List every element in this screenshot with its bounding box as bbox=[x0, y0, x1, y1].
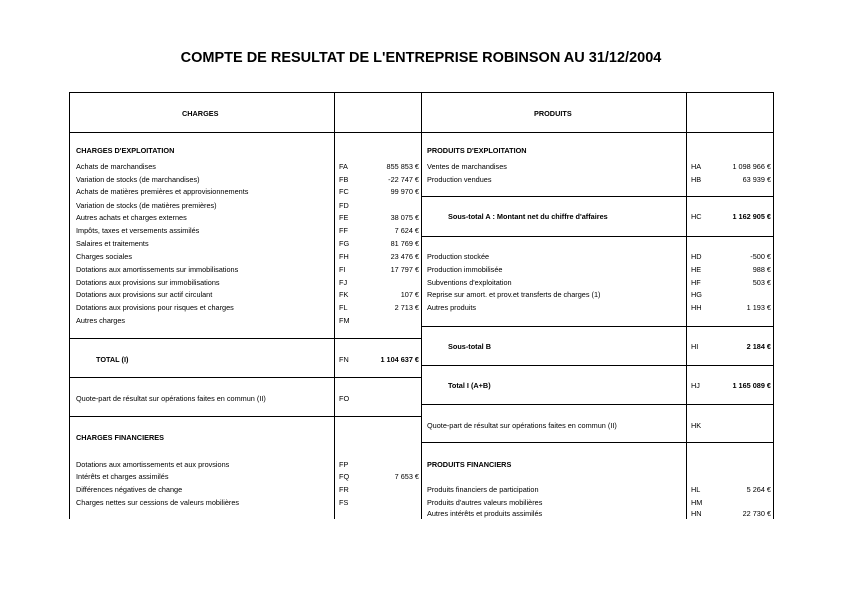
produits-exploitation-title: PRODUITS D'EXPLOITATION bbox=[427, 146, 527, 155]
row-code: FF bbox=[339, 226, 348, 235]
row-value: 23 476 € bbox=[390, 252, 419, 261]
row-label: Ventes de marchandises bbox=[427, 162, 507, 171]
row-code: FI bbox=[339, 265, 346, 274]
divider bbox=[69, 132, 422, 133]
row-code: HF bbox=[691, 278, 701, 287]
row-code: FO bbox=[339, 394, 350, 403]
divider bbox=[334, 92, 335, 519]
row-label: Charges nettes sur cessions de valeurs mobilières bbox=[76, 498, 240, 507]
divider bbox=[421, 365, 774, 366]
row-code: FE bbox=[339, 213, 349, 222]
row-code: HN bbox=[691, 509, 702, 518]
row-value: -500 € bbox=[750, 252, 771, 261]
row-label: Produits financiers de participation bbox=[427, 485, 539, 494]
row-code: HJ bbox=[691, 381, 700, 390]
row-value: 81 769 € bbox=[390, 239, 419, 248]
row-label: Dotations aux amortissements et aux provsions bbox=[76, 460, 230, 469]
row-label: Dotations aux amortissements sur immobilisations bbox=[76, 265, 239, 274]
row-value: 63 939 € bbox=[742, 175, 771, 184]
row-value: 855 853 € bbox=[386, 162, 419, 171]
row-code: FJ bbox=[339, 278, 348, 287]
row-label: Sous-total B bbox=[448, 342, 491, 351]
row-code: FK bbox=[339, 290, 349, 299]
row-code: FA bbox=[339, 162, 348, 171]
row-label: Dotations aux provisions sur actif circulant bbox=[76, 290, 213, 299]
row-value: 2 184 € bbox=[746, 342, 771, 351]
row-code: HI bbox=[691, 342, 699, 351]
row-value: 38 075 € bbox=[390, 213, 419, 222]
row-value: 1 104 637 € bbox=[380, 355, 419, 364]
row-label: Charges sociales bbox=[76, 252, 132, 261]
row-code: FP bbox=[339, 460, 349, 469]
row-code: HH bbox=[691, 303, 702, 312]
charges-exploitation-title: CHARGES D'EXPLOITATION bbox=[76, 146, 175, 155]
row-label: Produits d'autres valeurs mobilières bbox=[427, 498, 543, 507]
row-code: FB bbox=[339, 175, 349, 184]
divider bbox=[69, 338, 422, 339]
row-code: FG bbox=[339, 239, 350, 248]
row-code: FQ bbox=[339, 472, 350, 481]
row-code: FS bbox=[339, 498, 349, 507]
row-label: Subventions d'exploitation bbox=[427, 278, 512, 287]
row-label: Dotations aux provisions sur immobilisations bbox=[76, 278, 220, 287]
divider bbox=[421, 326, 774, 327]
row-value: 22 730 € bbox=[742, 509, 771, 518]
row-value: -22 747 € bbox=[388, 175, 419, 184]
row-code: HG bbox=[691, 290, 702, 299]
row-value: 1 162 905 € bbox=[732, 212, 771, 221]
row-code: FH bbox=[339, 252, 349, 261]
divider bbox=[69, 416, 422, 417]
row-label: Dotations aux provisions pour risques et charges bbox=[76, 303, 234, 312]
row-label: Reprise sur amort. et prov.et transferts de charges (1) bbox=[427, 290, 601, 299]
row-code: FR bbox=[339, 485, 349, 494]
row-value: 107 € bbox=[400, 290, 419, 299]
produits-financiers-title: PRODUITS FINANCIERS bbox=[427, 460, 512, 469]
row-code: FM bbox=[339, 316, 350, 325]
row-code: FD bbox=[339, 201, 349, 210]
row-code: FN bbox=[339, 355, 349, 364]
row-code: HM bbox=[691, 498, 703, 507]
row-code: HK bbox=[691, 421, 702, 430]
row-value: 7 653 € bbox=[394, 472, 419, 481]
row-code: HC bbox=[691, 212, 702, 221]
divider bbox=[421, 404, 774, 405]
row-value: 1 165 089 € bbox=[732, 381, 771, 390]
row-label: Achats de marchandises bbox=[76, 162, 156, 171]
row-label: Quote-part de résultat sur opérations faites en commun (II) bbox=[427, 421, 617, 430]
row-value: 2 713 € bbox=[394, 303, 419, 312]
row-code: HB bbox=[691, 175, 702, 184]
row-label: Sous-total A : Montant net du chiffre d'affaires bbox=[448, 212, 608, 221]
row-value: 5 264 € bbox=[746, 485, 771, 494]
divider bbox=[421, 92, 422, 519]
row-label: Production immobilisée bbox=[427, 265, 503, 274]
produits-header: PRODUITS bbox=[534, 109, 572, 118]
row-label: Autres produits bbox=[427, 303, 477, 312]
row-label: Intérêts et charges assimilés bbox=[76, 472, 169, 481]
row-label: Autres charges bbox=[76, 316, 126, 325]
row-label: Salaires et traitements bbox=[76, 239, 149, 248]
row-code: HL bbox=[691, 485, 701, 494]
charges-header: CHARGES bbox=[182, 109, 219, 118]
row-code: HA bbox=[691, 162, 702, 171]
row-label: Quote-part de résultat sur opérations faites en commun (II) bbox=[76, 394, 266, 403]
row-code: HD bbox=[691, 252, 702, 261]
row-code: HE bbox=[691, 265, 702, 274]
row-label: Impôts, taxes et versements assimilés bbox=[76, 226, 200, 235]
page-title: COMPTE DE RESULTAT DE L'ENTREPRISE ROBINSON AU 31/12/2004 bbox=[180, 50, 662, 66]
row-value: 988 € bbox=[752, 265, 771, 274]
divider bbox=[421, 132, 774, 133]
row-label: Production vendues bbox=[427, 175, 492, 184]
row-value: 503 € bbox=[752, 278, 771, 287]
row-value: 17 797 € bbox=[390, 265, 419, 274]
row-value: 99 970 € bbox=[390, 187, 419, 196]
row-value: 7 624 € bbox=[394, 226, 419, 235]
row-code: FC bbox=[339, 187, 349, 196]
row-label: Autres intérêts et produits assimilés bbox=[427, 509, 543, 518]
divider bbox=[421, 196, 774, 197]
row-label: Achats de matières premières et approvisionnements bbox=[76, 187, 249, 196]
row-label: Différences négatives de change bbox=[76, 485, 183, 494]
row-value: 1 193 € bbox=[746, 303, 771, 312]
divider bbox=[421, 442, 774, 443]
row-label: TOTAL (I) bbox=[96, 355, 129, 364]
divider bbox=[686, 92, 687, 519]
row-label: Variation de stocks (de matières premières) bbox=[76, 201, 217, 210]
charges-financieres-title: CHARGES FINANCIERES bbox=[76, 433, 164, 442]
row-label: Variation de stocks (de marchandises) bbox=[76, 175, 200, 184]
divider bbox=[69, 377, 422, 378]
row-label: Autres achats et charges externes bbox=[76, 213, 187, 222]
divider bbox=[421, 236, 774, 237]
row-label: Total I (A+B) bbox=[448, 381, 491, 390]
row-code: FL bbox=[339, 303, 348, 312]
row-value: 1 098 966 € bbox=[732, 162, 771, 171]
row-label: Production stockée bbox=[427, 252, 490, 261]
